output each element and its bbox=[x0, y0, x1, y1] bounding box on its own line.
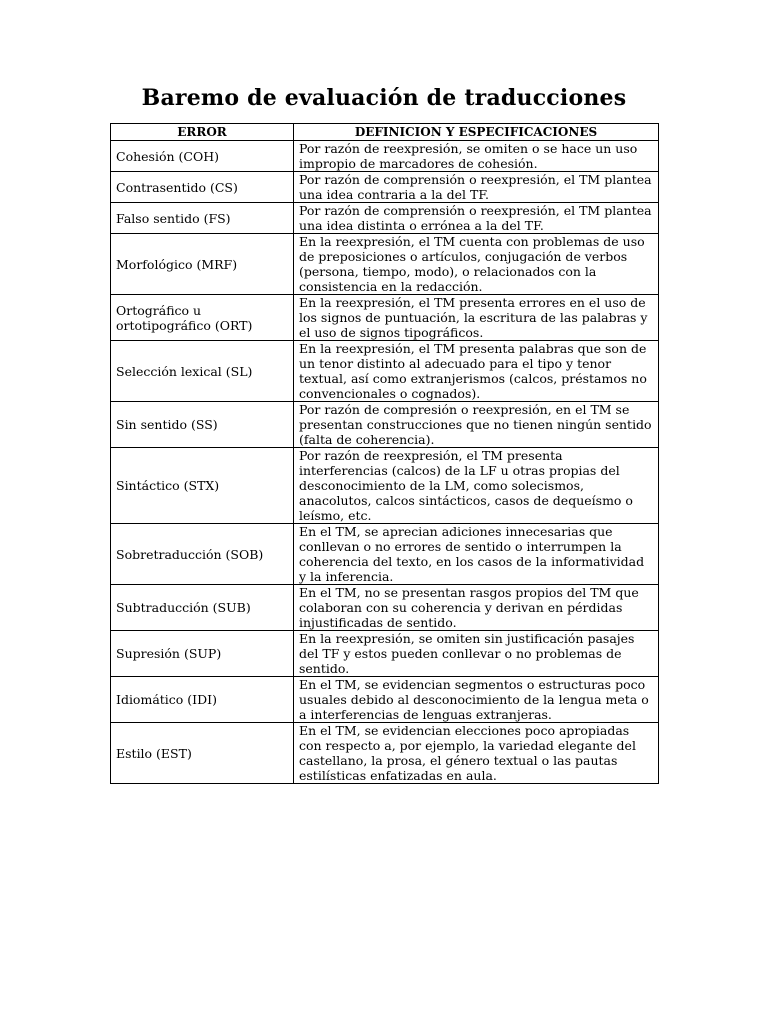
error-cell: Supresión (SUP) bbox=[111, 631, 294, 677]
definition-cell: En el TM, no se presentan rasgos propios del TM que colaboran con su coherencia y derivan en pérdidas injustificadas de sentido. bbox=[294, 585, 659, 631]
definition-cell: En el TM, se aprecian adiciones innecesarias que conllevan o no errores de sentido o interrumpen la coherencia del texto, en los casos de la informatividad y la inferencia. bbox=[294, 524, 659, 585]
table-row bbox=[111, 295, 659, 341]
error-cell: Sintáctico (STX) bbox=[111, 448, 294, 524]
table-row bbox=[111, 723, 659, 784]
table-row bbox=[111, 631, 659, 677]
error-cell: Estilo (EST) bbox=[111, 723, 294, 784]
table-row bbox=[111, 341, 659, 402]
evaluation-table bbox=[110, 123, 659, 784]
definition-cell: Por razón de compresión o reexpresión, en el TM se presentan construcciones que no tienen ningún sentido (falta de coherencia). bbox=[294, 402, 659, 448]
definition-cell: Por razón de comprensión o reexpresión, el TM plantea una idea contraria a la del TF. bbox=[294, 172, 659, 203]
definition-cell: Por razón de reexpresión, el TM presenta interferencias (calcos) de la LF u otras propias del desconocimiento de la LM, como solecismos, anacolutos, calcos sintácticos, casos de dequeísmo o leísmo, etc. bbox=[294, 448, 659, 524]
error-cell: Falso sentido (FS) bbox=[111, 203, 294, 234]
error-cell: Selección lexical (SL) bbox=[111, 341, 294, 402]
table-row bbox=[111, 677, 659, 723]
error-cell: Ortográfico u ortotipográfico (ORT) bbox=[111, 295, 294, 341]
table-row bbox=[111, 524, 659, 585]
table-row bbox=[111, 234, 659, 295]
definition-cell: En la reexpresión, el TM cuenta con problemas de uso de preposiciones o artículos, conjugación de verbos (persona, tiempo, modo), o relacionados con la consistencia en la redacción. bbox=[294, 234, 659, 295]
definition-cell: En la reexpresión, el TM presenta errores en el uso de los signos de puntuación, la escritura de las palabras y el uso de signos tipográficos. bbox=[294, 295, 659, 341]
error-cell: Cohesión (COH) bbox=[111, 141, 294, 172]
error-cell: Morfológico (MRF) bbox=[111, 234, 294, 295]
definition-cell: En el TM, se evidencian segmentos o estructuras poco usuales debido al desconocimiento de la lengua meta o a interferencias de lenguas extranjeras. bbox=[294, 677, 659, 723]
table-row bbox=[111, 585, 659, 631]
table-row bbox=[111, 203, 659, 234]
definition-cell: Por razón de reexpresión, se omiten o se hace un uso impropio de marcadores de cohesión. bbox=[294, 141, 659, 172]
table-row bbox=[111, 172, 659, 203]
table-row bbox=[111, 448, 659, 524]
table-header-row bbox=[111, 124, 659, 141]
definition-cell: Por razón de comprensión o reexpresión, el TM plantea una idea distinta o errónea a la del TF. bbox=[294, 203, 659, 234]
table-row bbox=[111, 402, 659, 448]
error-cell: Idiomático (IDI) bbox=[111, 677, 294, 723]
definition-cell: En la reexpresión, se omiten sin justificación pasajes del TF y estos pueden conllevar o no problemas de sentido. bbox=[294, 631, 659, 677]
definition-cell: En la reexpresión, el TM presenta palabras que son de un tenor distinto al adecuado para el tipo y tenor textual, así como extranjerismos (calcos, préstamos no convencionales o cognados). bbox=[294, 341, 659, 402]
header-error: ERROR bbox=[111, 124, 294, 141]
page-title: Baremo de evaluación de traducciones bbox=[141, 85, 627, 111]
error-cell: Sin sentido (SS) bbox=[111, 402, 294, 448]
header-definition: DEFINICION Y ESPECIFICACIONES bbox=[294, 124, 659, 141]
error-cell: Contrasentido (CS) bbox=[111, 172, 294, 203]
table-row bbox=[111, 141, 659, 172]
definition-cell: En el TM, se evidencian elecciones poco apropiadas con respecto a, por ejemplo, la variedad elegante del castellano, la prosa, el género textual o las pautas estilísticas enfatizadas en aula. bbox=[294, 723, 659, 784]
error-cell: Subtraducción (SUB) bbox=[111, 585, 294, 631]
error-cell: Sobretraducción (SOB) bbox=[111, 524, 294, 585]
